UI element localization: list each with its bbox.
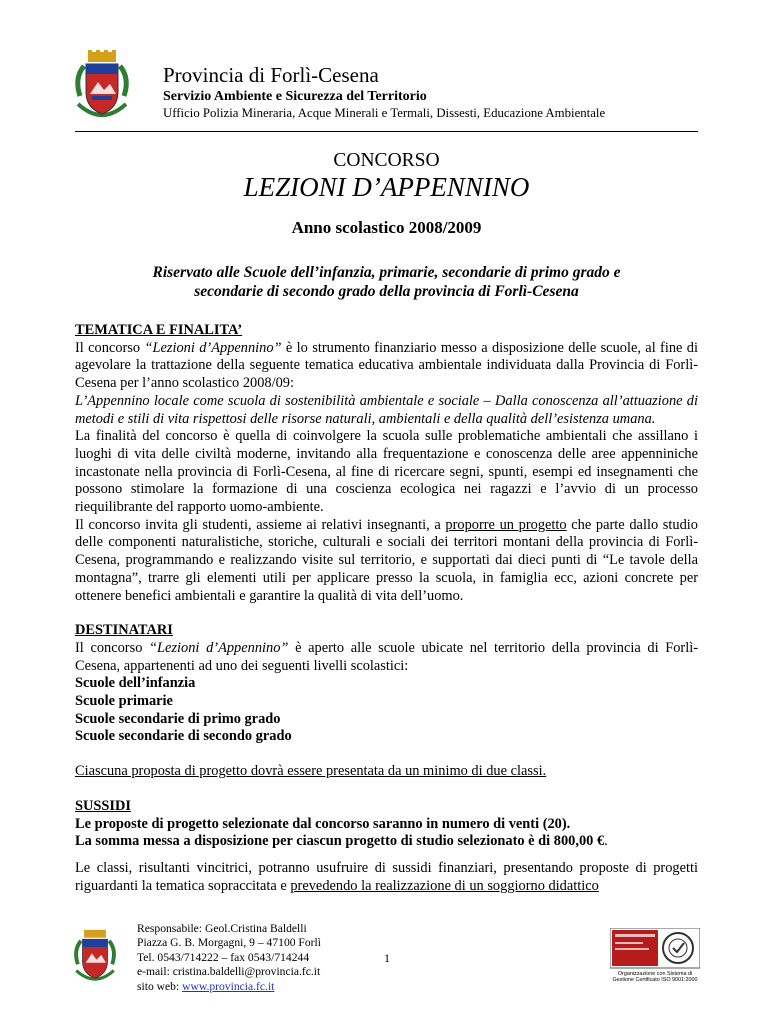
footer-phone: Tel. 0543/714222 – fax 0543/714244 (137, 950, 310, 964)
tematica-paragraph-1 (75, 340, 698, 393)
contest-name-italic: “Lezioni d’Appennino” (149, 639, 289, 656)
section-heading-destinatari: DESTINATARI (75, 622, 173, 639)
school-level-item: Scuole secondarie di primo grado (75, 710, 281, 727)
section-heading-sussidi: SUSSIDI (75, 797, 131, 814)
text-run: . (604, 833, 608, 850)
certification-caption (607, 971, 703, 983)
text-run: Il concorso invita gli studenti, assieme ai relativi insegnanti, a (75, 516, 446, 533)
theme-italic: L’Appennino locale come scuola di sostenibilità ambientale e sociale – Dalla conoscenza all’attuazione di metodi e stili di vita rispettosi delle risorse naturali, ambientali e della qualità dell’esistenza umana. (75, 392, 698, 427)
service-name: Servizio Ambiente e Sicurezza del Territorio (163, 89, 427, 104)
province-crest-logo (70, 48, 134, 128)
sussidi-amount (75, 833, 698, 851)
text-run: Il concorso (75, 339, 145, 356)
spacer (75, 851, 698, 860)
crest-icon (70, 926, 120, 990)
sussidi-count: Le proposte di progetto selezionate dal concorso saranno in numero di venti (20). (75, 815, 571, 832)
minimum-classes-note (75, 763, 698, 781)
amount-text: La somma messa a disposizione per ciascun progetto di studio selezionato è di 800,00 € (75, 833, 605, 850)
footer-responsabile: Responsabile: Geol.Cristina Baldelli (137, 922, 307, 935)
spacer (75, 746, 698, 763)
certification-badge-icon (610, 928, 700, 970)
contest-name-italic: “Lezioni d’Appennino” (144, 339, 282, 356)
spacer (75, 781, 698, 798)
document-body (75, 322, 698, 895)
school-year: Anno scolastico 2008/2009 (291, 218, 482, 237)
crest-icon (70, 48, 134, 128)
eligibility-line-1: Riservato alle Scuole dell’infanzia, primarie, secondarie di primo grado e (152, 264, 621, 281)
tematica-paragraph-3: La finalità del concorso è quella di coinvolgere la scuola sulle problematiche ambientali che assillano i luoghi di vita delle civiltà moderne, invitando alla frequentazione e conoscenza delle aree appenniniche incastonate nella provincia di Forlì-Cesena, al fine di ricercare segni, spunti, esempi ed insegnamenti che possono stimolare la formazione di una coscienza ecologica nei ragazzi e l’avvio di un processo riequilibrante del rapporto uomo-ambiente. (75, 428, 698, 516)
cert-caption-line-1: Organizzazione con Sistema di (617, 971, 693, 977)
school-level-list (75, 675, 698, 746)
website-link[interactable]: www.provincia.fc.it (182, 979, 275, 993)
eligibility-statement (75, 263, 698, 301)
eligibility-line-2: secondarie di secondo grado della provincia di Forlì-Cesena (194, 283, 579, 300)
underlined-text: prevedendo la realizzazione di un soggiorno didattico (290, 877, 599, 894)
underlined-text: proporre un progetto (445, 516, 567, 533)
header-divider (75, 131, 698, 132)
school-level-item: Scuole secondarie di secondo grado (75, 728, 292, 745)
sussidi-paragraph (75, 860, 698, 895)
footer-email: e-mail: cristina.baldelli@provincia.fc.it (137, 965, 321, 979)
contest-title: LEZIONI D’APPENNINO (243, 172, 530, 202)
school-level-item: Scuole dell’infanzia (75, 675, 196, 692)
text-run: Le classi, risultanti vincitrici, potranno usufruire di sussidi finanziari, presentando proposte di progetti riguardanti la tematica sopraccitata e (75, 859, 698, 894)
website-label: sito web: (137, 979, 183, 993)
contest-label: CONCORSO (333, 150, 440, 171)
footer-address: Piazza G. B. Morgagni, 9 – 47100 Forlì (137, 936, 321, 950)
text-run: è lo strumento finanziario messo a disposizione delle scuole, al fine di agevolare la trattazione della seguente tematica educativa ambientale individuata dalla Provincia di Forlì-Cesena per l’anno scolastico 2008/09: (75, 339, 698, 392)
footer-website (137, 980, 321, 994)
school-level-item: Scuole primarie (75, 693, 173, 710)
footer-crest-logo (70, 926, 120, 990)
office-name: Ufficio Polizia Mineraria, Acque Minerali e Termali, Dissesti, Educazione Ambientale (163, 106, 606, 120)
destinatari-paragraph (75, 640, 698, 675)
tematica-paragraph-4 (75, 517, 698, 606)
spacer (75, 605, 698, 622)
text-run: è aperto alle scuole ubicate nel territorio della provincia di Forlì-Cesena, appartenenti ad uno dei seguenti livelli scolastici: (75, 639, 698, 674)
tematica-theme (75, 393, 698, 428)
page-number: 1 (384, 951, 390, 965)
footer-contact (137, 922, 321, 994)
province-name: Provincia di Forlì-Cesena (163, 63, 379, 87)
underlined-text: Ciascuna proposta di progetto dovrà essere presentata da un minimo di due classi. (75, 763, 547, 780)
section-heading-tematica: TEMATICA E FINALITA’ (75, 322, 243, 338)
cert-caption-line-2: Gestione Certificato ISO 9001:2000 (612, 977, 698, 984)
text-run: che parte dallo studio delle componenti naturalistiche, storiche, culturali e sociali dei territori montani della provincia di Forlì-Cesena, programmando e realizzando visite sul territorio, e supportati dai dieci punti di “Le tavole della montagna”, trarre gli elementi utili per applicare presso la scuola, in famiglia ecc, azioni concrete per ottenere benefici ambientali e garantire la qualità di vita dell’uomo. (75, 516, 698, 604)
text-run: Il concorso (75, 639, 150, 656)
